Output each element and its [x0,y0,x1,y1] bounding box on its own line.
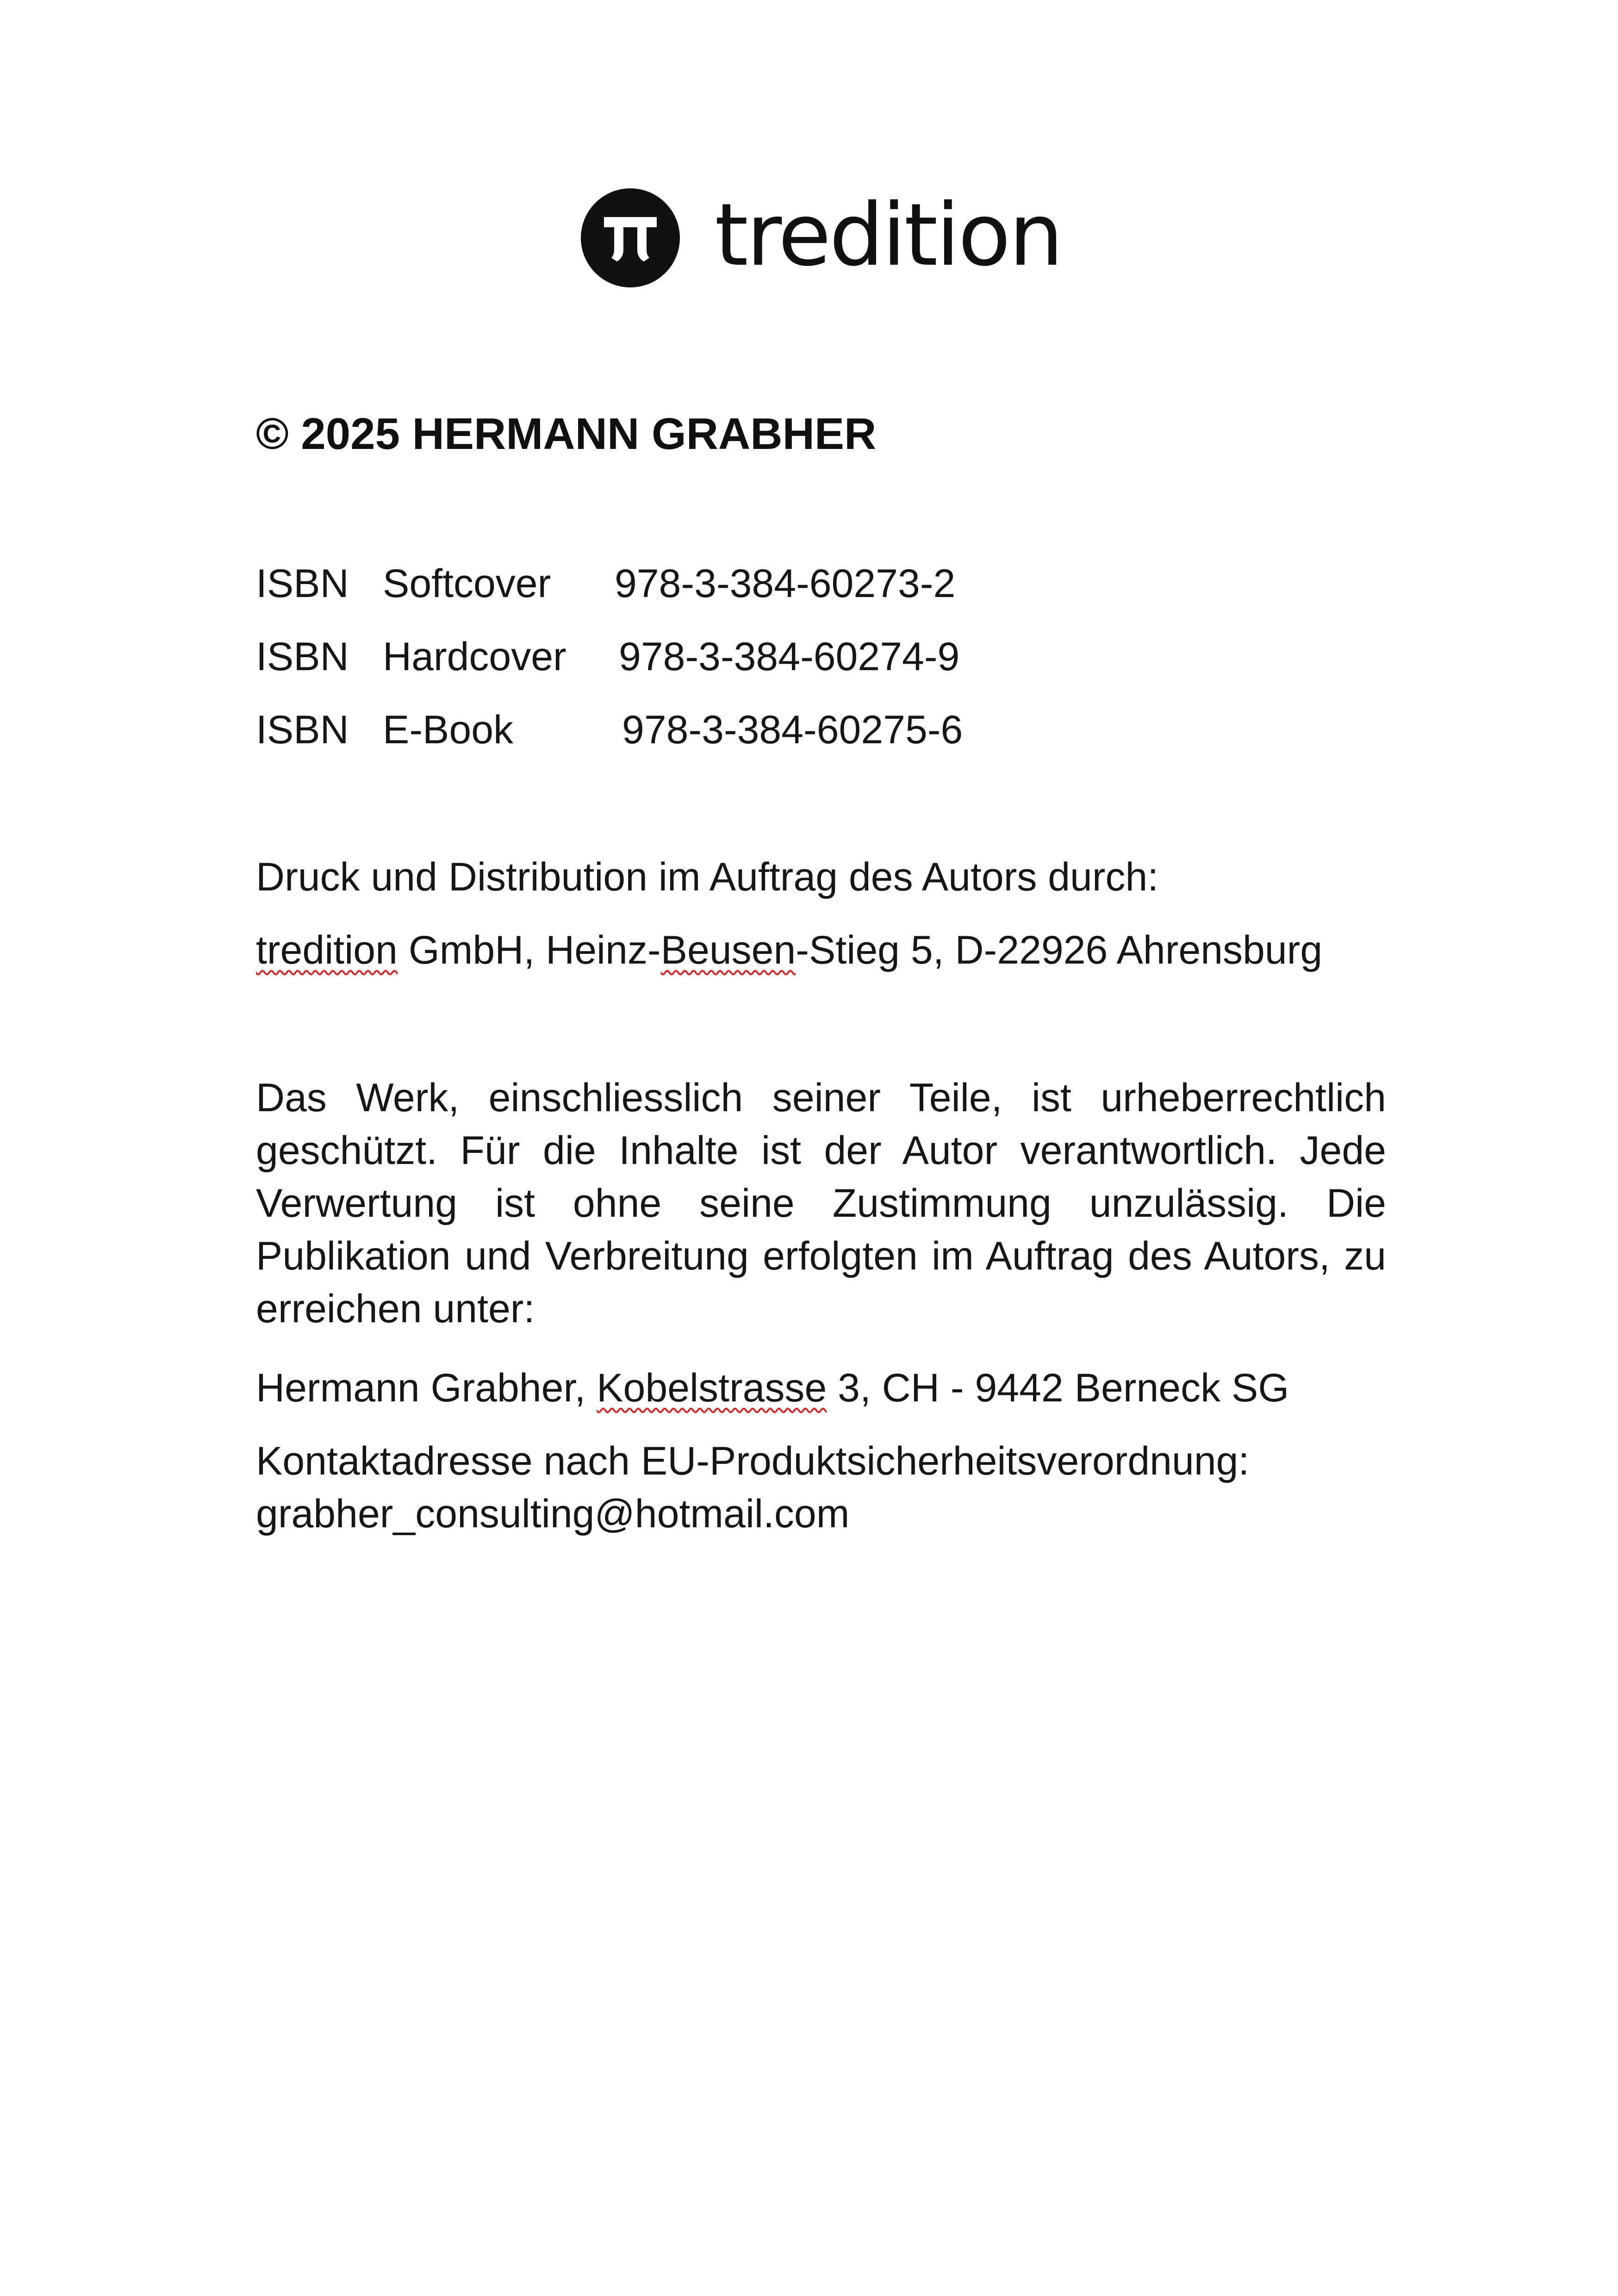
isbn-format: Softcover [383,561,551,606]
copyright-notice: © 2025 HERMANN GRABHER [256,409,877,459]
contact-email: grabher_consulting@hotmail.com [256,1492,850,1536]
distribution-address [256,930,1322,970]
contact-label: Kontaktadresse nach EU-Produktsicherheitsverordnung: [256,1439,1250,1483]
isbn-format: Hardcover [383,635,566,679]
publisher-name: tredition [256,928,398,972]
logo-wordmark: tredition [715,185,1062,285]
address-street: Beusen [660,928,796,972]
author-street: Kobelstrasse [597,1366,827,1410]
author-address [256,1368,1289,1408]
author-address-text: Hermann Grabher, [256,1366,597,1410]
author-address-text: 3, CH - 9442 Berneck SG [827,1366,1289,1410]
legal-paragraph: Das Werk, einschliesslich seiner Teile, ist urheberrechtlich geschützt. Für die Inhalte ist der Autor verantwortlich. Jede Verwertung ist ohne seine Zustimmung unzulässig. Die Publikation und Verbreitung erfolgten im Auftrag des Autors, zu erreichen unter: [256,1076,1386,1331]
isbn-number: 978-3-384-60275-6 [622,708,963,752]
isbn-label: ISBN [256,708,349,752]
isbn-label: ISBN [256,561,349,606]
address-text: -Stieg 5, D-22926 Ahrensburg [796,928,1323,972]
publisher-logo [581,187,1062,289]
tredition-logo-icon [581,188,680,287]
isbn-number: 978-3-384-60274-9 [619,635,960,679]
isbn-format: E-Book [383,708,514,752]
isbn-label: ISBN [256,635,349,679]
address-text: GmbH, Heinz- [397,928,661,972]
isbn-number: 978-3-384-60273-2 [615,561,956,606]
distribution-intro: Druck und Distribution im Auftrag des Autors durch: [256,855,1159,899]
